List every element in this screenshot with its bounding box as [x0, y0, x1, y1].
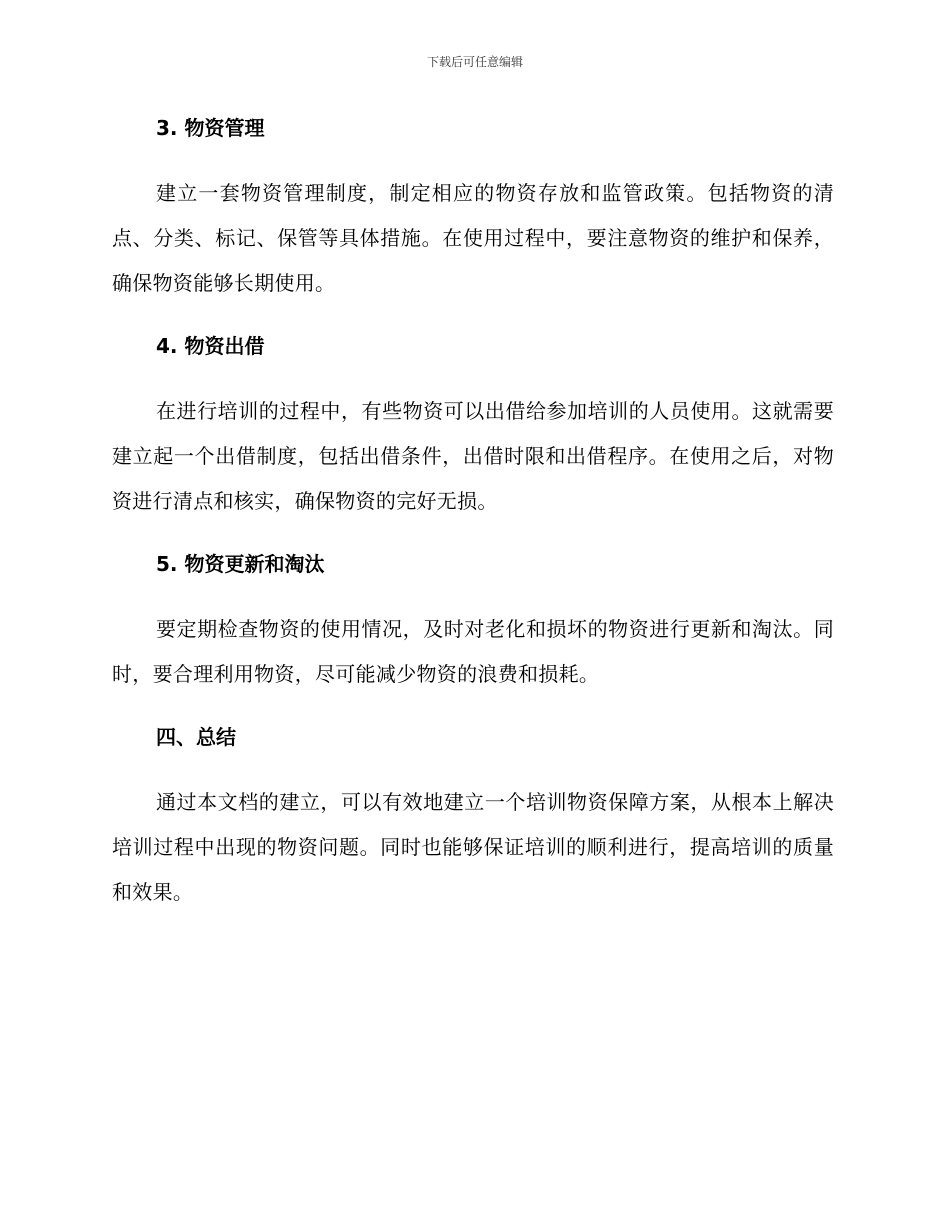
section-heading-material-lending: 4. 物资出借 — [156, 334, 265, 358]
document-body — [112, 113, 834, 915]
section-heading-material-renewal: 5. 物资更新和淘汰 — [156, 552, 325, 576]
section-paragraph-material-management: 建立一套物资管理制度，制定相应的物资存放和监管政策。包括物资的清点、分类、标记、保管等具体措施。在使用过程中，要注意物资的维护和保养，确保物资能够长期使用。 — [112, 181, 834, 295]
page-header: 下载后可任意编辑 — [426, 55, 523, 69]
section-heading-material-management: 3. 物资管理 — [156, 116, 265, 140]
section-heading-summary: 四、总结 — [156, 725, 236, 749]
section-paragraph-material-lending: 在进行培训的过程中，有些物资可以出借给参加培训的人员使用。这就需要建立起一个出借制度，包括出借条件，出借时限和出借程序。在使用之后，对物资进行清点和核实，确保物资的完好无损。 — [112, 399, 834, 513]
section-paragraph-summary: 通过本文档的建立，可以有效地建立一个培训物资保障方案，从根本上解决培训过程中出现的物资问题。同时也能够保证培训的顺利进行，提高培训的质量和效果。 — [112, 790, 834, 904]
section-paragraph-material-renewal: 要定期检查物资的使用情况，及时对老化和损坏的物资进行更新和淘汰。同时，要合理利用物资，尽可能减少物资的浪费和损耗。 — [112, 617, 834, 686]
